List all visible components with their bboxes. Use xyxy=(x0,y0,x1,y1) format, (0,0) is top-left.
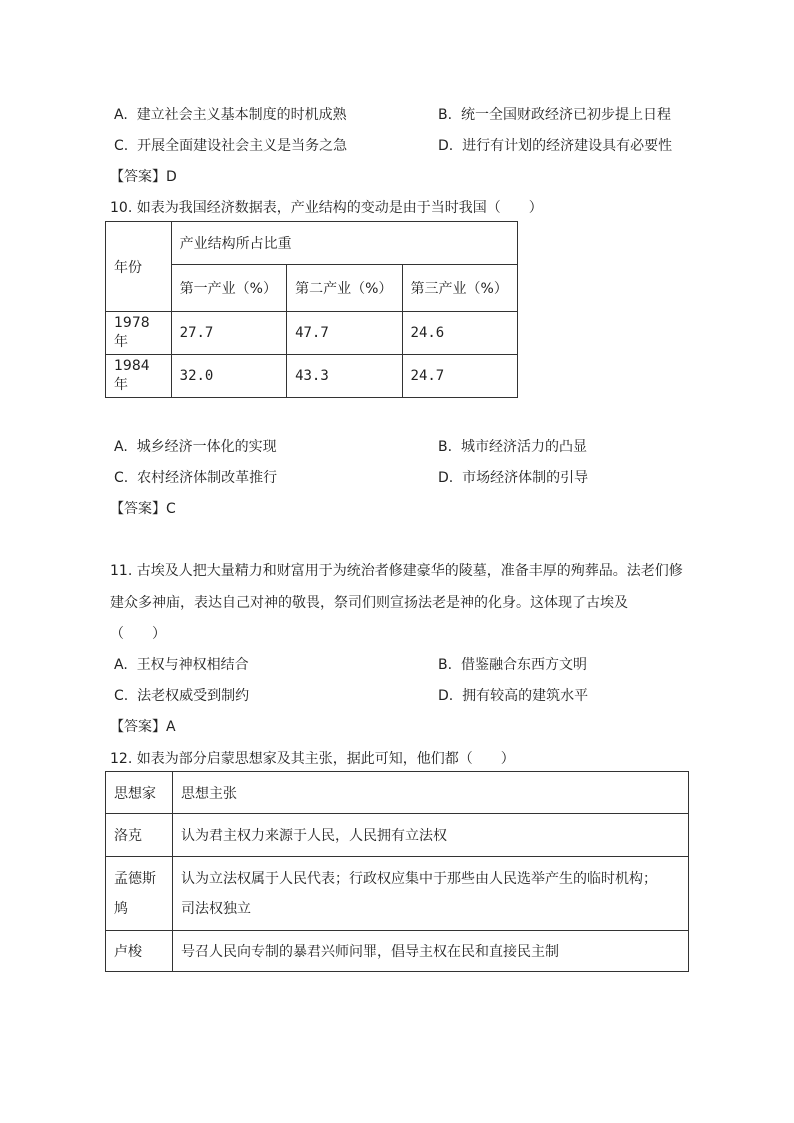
table-cell-year: 1984年 xyxy=(106,355,172,398)
q11-option-a xyxy=(114,654,249,674)
q9-option-c xyxy=(114,135,347,155)
answer-value: A xyxy=(166,719,176,735)
q11-option-d xyxy=(438,685,588,705)
q10-option-b xyxy=(438,436,587,456)
option-letter: B. xyxy=(438,439,453,455)
table-header-row xyxy=(106,772,689,814)
option-text: 开展全面建设社会主义是当务之急 xyxy=(137,138,348,154)
option-text: 进行有计划的经济建设具有必要性 xyxy=(462,138,673,154)
option-letter: A. xyxy=(114,657,128,673)
table-col-header: 第二产业（%） xyxy=(287,265,402,312)
answer-label: 【答案】 xyxy=(110,501,166,517)
option-text: 王权与神权相结合 xyxy=(136,657,249,673)
option-letter: D. xyxy=(438,688,454,704)
q9-option-a xyxy=(114,104,347,124)
table-row xyxy=(106,857,689,931)
option-letter: C. xyxy=(114,470,129,486)
table-cell-idea: 号召人民向专制的暴君兴师问罪，倡导主权在民和直接民主制 xyxy=(173,931,689,972)
answer-label: 【答案】 xyxy=(110,719,166,735)
table-row xyxy=(106,931,689,972)
table-cell-thinker: 卢梭 xyxy=(106,931,173,972)
table-cell-thinker: 孟德斯 鸠 xyxy=(106,857,173,931)
q11-stem-line1: 11. 古埃及人把大量精力和财富用于为统治者修建豪华的陵墓，准备丰厚的殉葬品。法老们修 xyxy=(110,563,683,579)
q10-answer xyxy=(110,498,176,518)
answer-value: C xyxy=(166,501,176,517)
option-text: 法老权威受到制约 xyxy=(137,688,250,704)
q12-table xyxy=(105,771,689,972)
table-cell-year: 1978年 xyxy=(106,312,172,355)
answer-value: D xyxy=(166,169,177,185)
table-cell-idea: 认为立法权属于人民代表；行政权应集中于那些由人民选举产生的临时机构； 司法权独立 xyxy=(173,857,689,931)
q10-stem: 10. 如表为我国经济数据表，产业结构的变动是由于当时我国（ ） xyxy=(110,200,543,216)
option-letter: B. xyxy=(438,107,453,123)
table-header-year: 年份 xyxy=(106,222,172,312)
table-col-header: 第一产业（%） xyxy=(171,265,286,312)
q12-stem: 12. 如表为部分启蒙思想家及其主张，据此可知，他们都（ ） xyxy=(110,751,515,767)
table-col-header: 第三产业（%） xyxy=(402,265,517,312)
option-letter: C. xyxy=(114,138,129,154)
table-row xyxy=(106,312,518,355)
option-letter: D. xyxy=(438,470,454,486)
q10-option-d xyxy=(438,467,588,487)
q11-answer xyxy=(110,716,176,736)
table-cell: 24.6 xyxy=(402,312,517,355)
table-header-idea: 思想主张 xyxy=(173,772,689,814)
table-row xyxy=(106,355,518,398)
table-row xyxy=(106,814,689,857)
q9-answer xyxy=(110,166,177,186)
table-cell: 24.7 xyxy=(402,355,517,398)
table-group-header: 产业结构所占比重 xyxy=(171,222,517,265)
option-text: 城市经济活力的凸显 xyxy=(460,439,587,455)
table-cell: 47.7 xyxy=(287,312,402,355)
answer-label: 【答案】 xyxy=(110,169,166,185)
q10-option-a xyxy=(114,436,277,456)
option-text: 城乡经济一体化的实现 xyxy=(136,439,277,455)
option-text: 市场经济体制的引导 xyxy=(462,470,589,486)
q11-option-b xyxy=(438,654,587,674)
table-cell-thinker: 洛克 xyxy=(106,814,173,857)
q9-option-d xyxy=(438,135,672,155)
option-letter: A. xyxy=(114,107,128,123)
q10-table xyxy=(105,221,518,398)
option-letter: D. xyxy=(438,138,454,154)
table-cell: 32.0 xyxy=(171,355,286,398)
option-letter: A. xyxy=(114,439,128,455)
q11-option-c xyxy=(114,685,249,705)
option-letter: C. xyxy=(114,688,129,704)
q9-option-b xyxy=(438,104,671,124)
table-cell-idea: 认为君主权力来源于人民，人民拥有立法权 xyxy=(173,814,689,857)
option-text: 农村经济体制改革推行 xyxy=(137,470,278,486)
table-cell: 43.3 xyxy=(287,355,402,398)
table-cell: 27.7 xyxy=(171,312,286,355)
option-text: 建立社会主义基本制度的时机成熟 xyxy=(136,107,347,123)
q11-stem-line3: （ ） xyxy=(110,626,166,642)
option-text: 统一全国财政经济已初步提上日程 xyxy=(460,107,671,123)
table-header-thinker: 思想家 xyxy=(106,772,173,814)
option-letter: B. xyxy=(438,657,453,673)
q10-option-c xyxy=(114,467,277,487)
option-text: 拥有较高的建筑水平 xyxy=(462,688,589,704)
q11-stem-line2: 建众多神庙，表达自己对神的敬畏，祭司们则宣扬法老是神的化身。这体现了古埃及 xyxy=(110,595,628,611)
option-text: 借鉴融合东西方文明 xyxy=(460,657,587,673)
